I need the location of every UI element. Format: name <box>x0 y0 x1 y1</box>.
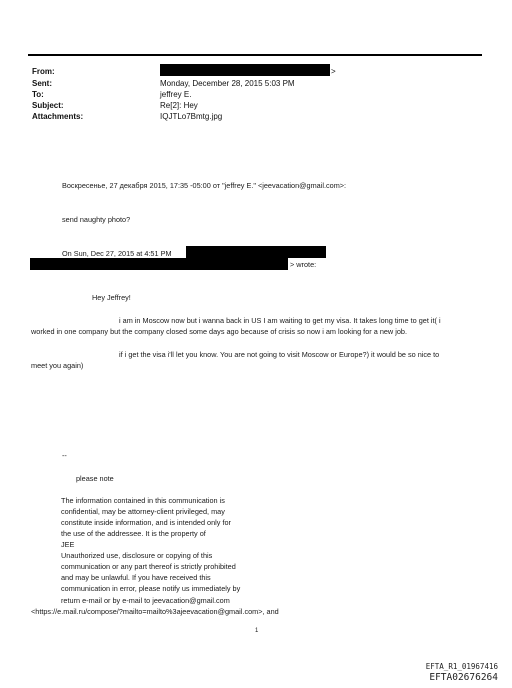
redaction-block <box>160 64 330 76</box>
sent-value: Monday, December 28, 2015 5:03 PM <box>160 79 295 88</box>
notice-line: Unauthorized use, disclosure or copying of this <box>61 551 213 560</box>
signature-dashes: -- <box>62 451 67 460</box>
attachments-label: Attachments: <box>32 112 84 121</box>
redaction-block <box>30 258 288 270</box>
notice-line: the use of the addressee. It is the property of <box>61 529 206 538</box>
page-number: 1 <box>255 628 259 634</box>
notice-line-mailto[interactable]: <https://e.mail.ru/compose/?mailto=mailto%3ajeevacation@gmail.com>, and <box>31 607 279 616</box>
subject-label: Subject: <box>32 101 64 110</box>
from-label: From: <box>32 67 55 76</box>
paragraph-line: if i get the visa i'll let you know. You are not going to visit Moscow or Europe?) it would be so nice to <box>119 350 440 359</box>
to-value: jeffrey E. <box>160 90 192 99</box>
redaction-block <box>186 246 326 258</box>
from-suffix: > <box>331 67 336 76</box>
please-note-text: please note <box>76 474 114 483</box>
efta-stamp: EFTA02676264 <box>429 672 498 683</box>
to-label: To: <box>32 90 44 99</box>
notice-line: JEE <box>61 540 75 549</box>
notice-line: The information contained in this communication is <box>61 496 225 505</box>
paragraph-line: worked in one company but the company closed some days ago because of crisis so now i am looking for a new job. <box>31 327 407 336</box>
sent-label: Sent: <box>32 79 52 88</box>
paragraph-line: meet you again) <box>31 361 84 370</box>
paragraph-line: i am in Moscow now but i wanna back in US I am waiting to get my visa. It takes long time to get it( i <box>119 316 441 325</box>
notice-line: return e-mail or by e-mail to jeevacation@gmail.com <box>61 596 230 605</box>
attachment-filename[interactable]: IQJTLo7Bmtg.jpg <box>160 112 223 121</box>
notice-line: communication in error, please notify us immediately by <box>61 584 241 593</box>
quote-wrote-suffix: > wrote: <box>290 260 317 269</box>
notice-line: constitute inside information, and is intended only for <box>61 518 231 527</box>
notice-line: confidential, may be attorney-client privileged, may <box>61 507 225 516</box>
notice-line: communication or any part thereof is strictly prohibited <box>61 562 236 571</box>
quote-attribution-english: On Sun, Dec 27, 2015 at 4:51 PM <box>62 249 172 258</box>
message-request-text: send naughty photo? <box>62 215 131 224</box>
efta-r1-stamp: EFTA_R1_01967416 <box>425 662 498 671</box>
greeting-text: Hey Jeffrey! <box>92 293 131 302</box>
quote-attribution-russian: Воскресенье, 27 декабря 2015, 17:35 -05:00 от "jeffrey E." <jeevacation@gmail.com>: <box>62 181 347 190</box>
notice-line: and may be unlawful. If you have received this <box>61 573 211 582</box>
subject-value: Re[2]: Hey <box>160 101 198 110</box>
header-divider <box>28 54 482 56</box>
